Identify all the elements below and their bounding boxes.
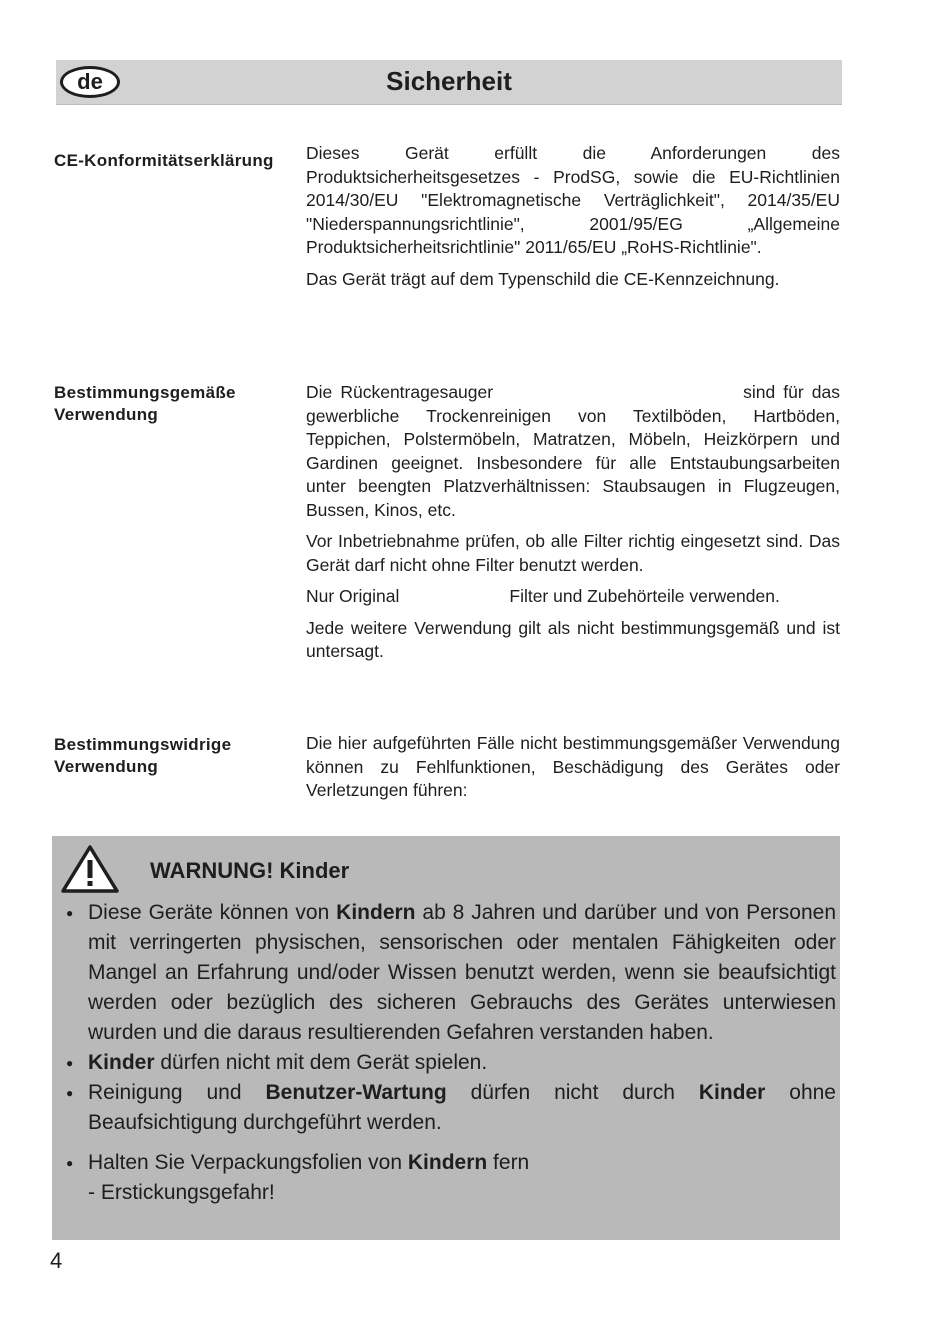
warning-header [60,844,460,890]
language-badge: de [60,66,120,98]
warning-item-bold: Kindern [336,901,416,924]
section-label-line2: Verwendung [54,757,159,776]
intended-use-p1-start: Die Rückentragesauger [306,382,494,402]
warning-item-text: ab 8 Jahren und darüber und von Personen mit verringerten physischen, sensorischen oder mentalen Fähigkeiten oder Mangel an Erfahrung und/oder Wissen benutzt werden, wenn sie beaufsichtigt werden oder bezüglich des sicheren Gebrauchs des Gerätes unterwiesen wurden und die daraus resultierenden Gefahren verstanden haben. [88,901,837,1044]
warning-item-text: - Erstickungsgefahr! [88,1181,275,1204]
warning-title: WARNUNG! Kinder [150,858,350,883]
section-label-line2: Verwendung [54,405,159,424]
page-number: 4 [50,1248,63,1273]
warning-item-text: ohne Beaufsichtigung durchgeführt werden. [88,1081,836,1134]
warning-item-bold: Kindern [407,1151,488,1174]
section-label-intended-use [54,382,236,426]
intended-use-paragraph-3 [306,585,840,609]
intended-use-paragraph-1 [306,381,840,522]
section-label-ce [54,150,284,172]
warning-item [66,1048,836,1078]
section-label-line1: Bestimmungswidrige [54,735,232,754]
warning-item-bold: Kinder [88,1051,155,1074]
page-header [56,60,842,105]
warning-item-text: Diese Geräte können von [88,901,337,924]
intended-use-p3-start: Nur Original [306,586,400,606]
page-title: Sicherheit [386,66,512,96]
warning-item-text: fern [487,1151,530,1174]
warning-item [66,898,836,1048]
section-label-improper-use [54,734,231,778]
section-body-ce [306,142,840,299]
intended-use-p3-rest: Filter und Zubehörteile verwenden. [509,586,780,606]
warning-item-text: Reinigung und [88,1081,266,1104]
warning-list [66,898,836,1208]
intended-use-paragraph-2: Vor Inbetriebnahme prüfen, ob alle Filter richtig eingesetzt sind. Das Gerät darf nicht ohne Filter benutzt werden. [306,531,840,575]
ce-paragraph-2: Das Gerät trägt auf dem Typenschild die CE-Kennzeichnung. [306,268,780,289]
warning-item-text: dürfen nicht durch [446,1081,699,1104]
warning-triangle-icon [60,844,120,894]
warning-item-bold: Kinder [698,1081,766,1104]
section-label-line1: Bestimmungsgemäße [54,383,236,402]
warning-item-text: dürfen nicht mit dem Gerät spielen. [154,1051,488,1074]
intended-use-p1-rest: sind für das gewerbliche Trockenreinigen von Textilböden, Hartböden, Teppichen, Polstermöbeln, Matratzen, Möbeln, Heizkörpern und Gardinen geeignet. Insbesondere für alle Entstaubungsarbeiten unter beengten Platzverhältnissen: Staubsaugen in Flugzeugen, Bussen, Kinos, etc. [306,382,840,520]
improper-use-paragraph-1: Die hier aufgeführten Fälle nicht bestimmungsgemäßer Verwendung können zu Fehlfunktionen, Beschädigung des Gerätes oder Verletzungen führen: [306,733,840,800]
warning-item [66,1078,836,1138]
section-label-ce-text: CE-Konformitätserklärung [54,151,274,170]
warning-item [66,1148,836,1208]
intended-use-paragraph-4: Jede weitere Verwendung gilt als nicht bestimmungsgemäß und ist untersagt. [306,617,840,661]
warning-item-text: Halten Sie Verpackungsfolien von [88,1151,408,1174]
section-body-intended-use [306,381,840,672]
warning-box [52,836,840,1240]
section-body-improper-use [306,732,840,811]
warning-item-bold: Benutzer-Wartung [265,1081,447,1104]
ce-paragraph-1: Dieses Gerät erfüllt die Anforderungen des Produktsicherheitsgesetzes - ProdSG, sowie die EU-Richtlinien 2014/30/EU "Elektromagnetische Verträglichkeit", 2014/35/EU "Niederspannungsrichtlinie", 2001/95/EG „Allgemeine Produktsicherheitsrichtlinie" 2011/65/EU „RoHS-Richtlinie". [306,143,840,257]
